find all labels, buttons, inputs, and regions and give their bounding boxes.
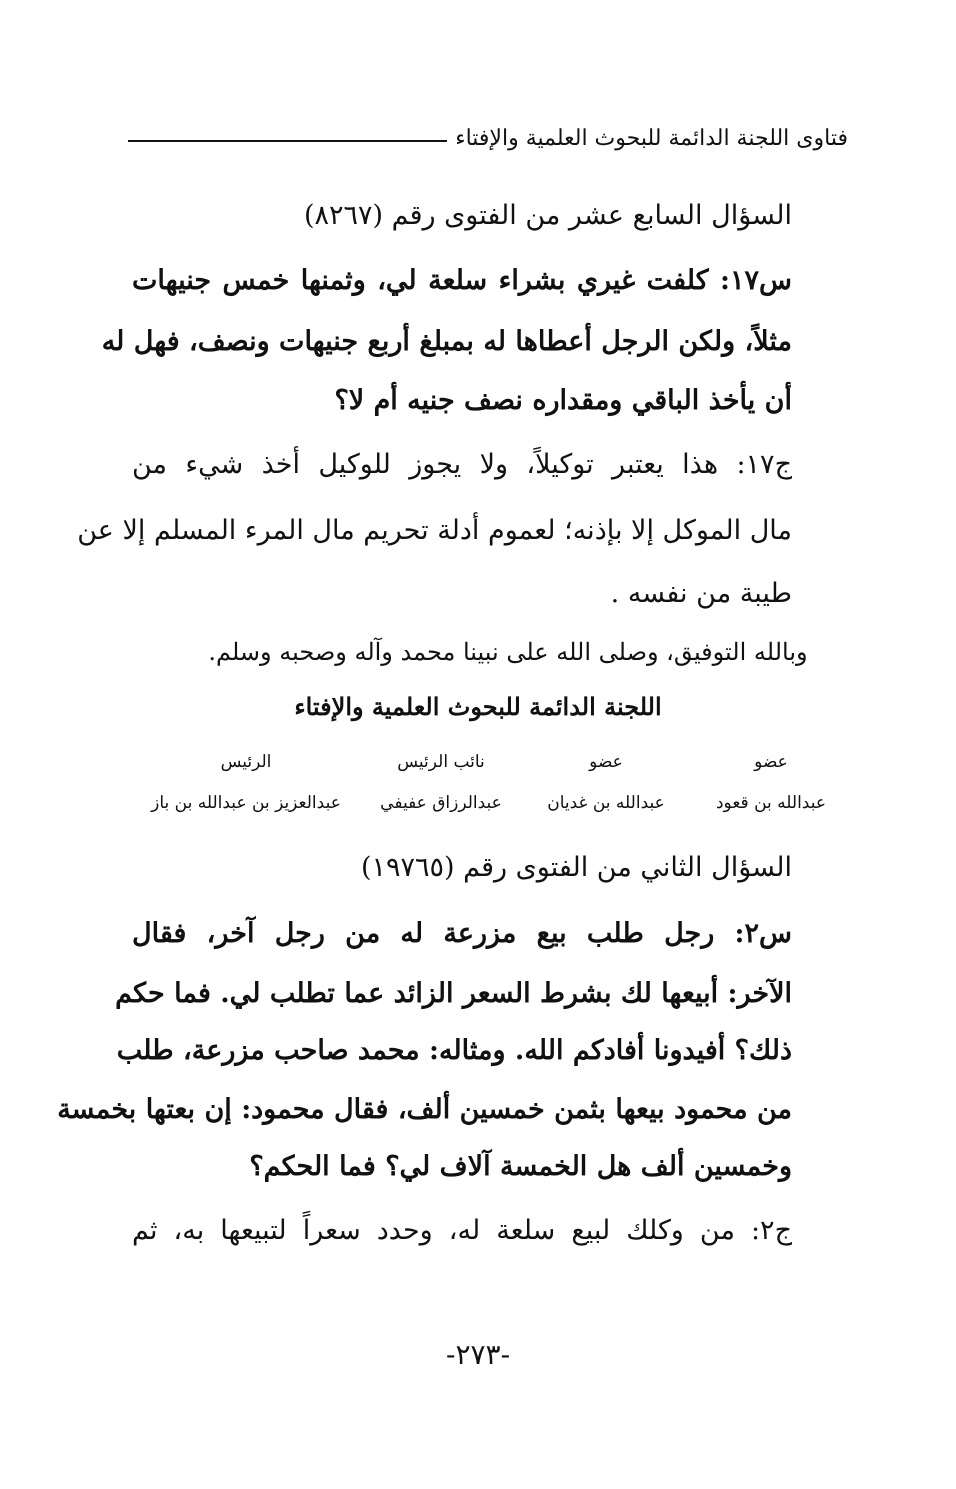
header-rule xyxy=(128,140,447,142)
signatory-3-name: عبدالرزاق عفيفي xyxy=(380,793,502,813)
signatory-2-role: عضو xyxy=(589,752,623,772)
section1-question-line-3: أن يأخذ الباقي ومقداره نصف جنيه أم لا؟ xyxy=(334,385,792,416)
signatory-2-name: عبدالله بن غديان xyxy=(547,793,665,813)
section1-question-line-1: س١٧: كلفت غيري بشراء سلعة لي، وثمنها خمس جنيهات xyxy=(132,265,792,296)
section2-question-line-4: من محمود بيعها بثمن خمسين ألف، فقال محمود: إن بعتها بخمسة xyxy=(57,1094,792,1125)
section2-question-line-2: الآخر: أبيعها لك بشرط السعر الزائد عما تطلب لي. فما حكم xyxy=(115,978,792,1009)
section2-question-line-3: ذلك؟ أفيدونا أفادكم الله. ومثاله: محمد صاحب مزرعة، طلب xyxy=(116,1035,792,1066)
section1-answer-line-1: ج١٧: هذا يعتبر توكيلاً، ولا يجوز للوكيل أخذ شيء من xyxy=(132,449,792,480)
signatory-4-name: عبدالعزيز بن عبدالله بن باز xyxy=(151,793,341,813)
committee-name: اللجنة الدائمة للبحوث العلمية والإفتاء xyxy=(294,692,662,721)
running-header xyxy=(128,118,848,158)
header-title: فتاوى اللجنة الدائمة للبحوث العلمية والإفتاء xyxy=(455,125,848,151)
section2-question-line-5: وخمسين ألف هل الخمسة آلاف لي؟ فما الحكم؟ xyxy=(249,1151,792,1182)
section1-answer-line-3: طيبة من نفسه . xyxy=(610,578,792,609)
section2-question-line-1: س٢: رجل طلب بيع مزرعة له من رجل آخر، فقال xyxy=(132,918,792,949)
signatory-1-role: عضو xyxy=(754,752,788,772)
section1-question-line-2: مثلاً، ولكن الرجل أعطاها له بمبلغ أربع جنيهات ونصف، فهل له xyxy=(101,326,792,357)
signatory-4-role: الرئيس xyxy=(220,752,272,772)
section1-heading: السؤال السابع عشر من الفتوى رقم (٨٢٦٧) xyxy=(303,200,792,231)
section2-heading: السؤال الثاني من الفتوى رقم (١٩٧٦٥) xyxy=(360,852,792,883)
signatory-3-role: نائب الرئيس xyxy=(397,752,485,772)
section1-answer-line-2: مال الموكل إلا بإذنه؛ لعموم أدلة تحريم مال المرء المسلم إلا عن xyxy=(77,515,792,546)
section2-answer-line-1: ج٢: من وكلك لبيع سلعة له، وحدد سعراً لتبيعها به، ثم xyxy=(132,1215,792,1246)
closing-line: وبالله التوفيق، وصلى الله على نبينا محمد وآله وصحبه وسلم. xyxy=(208,638,808,666)
signatory-1-name: عبدالله بن قعود xyxy=(715,793,826,813)
page-number: -٢٧٣- xyxy=(445,1338,511,1371)
